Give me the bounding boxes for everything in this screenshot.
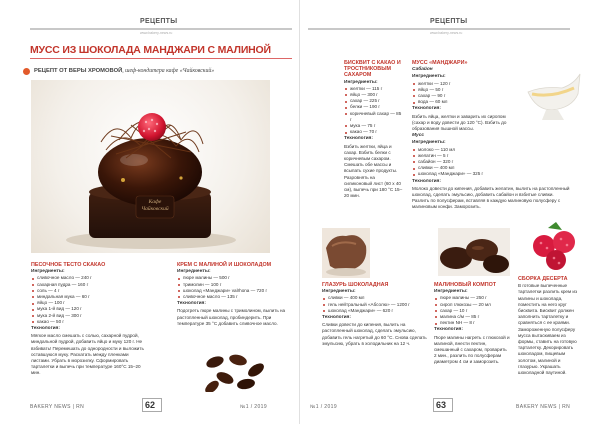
biscuit-tech-label: Технология: [344, 136, 373, 142]
sabayon-tech-label: Технология: [412, 106, 441, 112]
title-rule [30, 58, 292, 59]
biscuit-heading: БИСКВИТ С КАКАО И ТРОСТНИКОВЫМ САХАРОМ [344, 60, 401, 79]
list-item: вода — 60 мл [412, 99, 492, 105]
sauce-boat-image [522, 64, 582, 124]
shortbread-heading: ПЕСОЧНОЕ ТЕСТО СКАКАО [31, 262, 106, 268]
assembly-heading: СБОРКА ДЕСЕРТА [518, 276, 568, 282]
chocolate-discs-icon [438, 228, 510, 276]
list-item: мука 2-й вид — 300 г [31, 313, 149, 319]
cream-tech-label: Технология: [177, 301, 206, 307]
list-item: пектин NH — 8 г [434, 320, 510, 326]
raspberries-image [526, 220, 586, 272]
list-item: сахар — 90 г [412, 93, 492, 99]
footer-issue: №1 / 2019 [310, 404, 338, 410]
list-item: коричневый сахар — 85 г [344, 111, 404, 123]
list-item: тримолин — 100 г [177, 282, 292, 288]
list-item: сахар — 225 г [344, 98, 404, 104]
subtitle-author: РЕЦЕПТ ОТ ВЕРЫ ХРОМОВОЙ [34, 68, 123, 74]
compote-heading: МАЛИНОВЫЙ КОМПОТ [434, 282, 497, 288]
glaze-ingredients-label: Ингредиенты: [322, 289, 356, 295]
subtitle-role: , шеф-кондитера кафе «Чайковский» [122, 68, 215, 74]
dessert-photo [31, 80, 270, 253]
mousse-photo [322, 228, 370, 278]
sabayon-ingredients-list [412, 81, 492, 106]
glaze-section [322, 282, 427, 347]
list-item: сабайон — 320 г [412, 159, 570, 165]
header-rule [308, 28, 570, 30]
list-item: яйцо — 50 г [412, 87, 492, 93]
footer-magazine: BAKERY NEWS | RN [516, 404, 571, 410]
glaze-ingredients-list [322, 295, 427, 314]
sabayon-label: Сабайон [412, 67, 433, 73]
list-item: сливки — 400 мл [412, 165, 570, 171]
page-title: МУСС ИЗ ШОКОЛАДА МАНДЖАРИ С МАЛИНОЙ [30, 44, 271, 56]
list-item: малина с/м — 85 г [434, 314, 510, 320]
mousse-tech-label: Технология: [412, 178, 441, 184]
list-item: шоколад «Манджари» — 325 г [412, 171, 570, 177]
shortbread-ingredients-label: Ингредиенты: [31, 269, 65, 275]
biscuit-ingredients-label: Ингредиенты: [344, 79, 378, 85]
list-item: шоколад «Манджари» valrhona — 720 г [177, 288, 292, 294]
compote-ingredients-label: Ингредиенты: [434, 289, 468, 295]
mousse-sub-label: Мусс [412, 133, 425, 139]
cocoa-beans-image [200, 350, 270, 392]
raspberry-icon [526, 220, 586, 272]
list-item: какао — 70 г [344, 129, 404, 135]
section-label: РЕЦЕПТЫ [140, 18, 178, 25]
list-item: шоколад «Манджари» — 620 г [322, 308, 427, 314]
list-item: яйцо — 100 г [31, 300, 149, 306]
list-item: сахар — 10 г [434, 308, 510, 314]
list-item: мука 1-й вид — 120 г [31, 306, 149, 312]
cream-tech-text: Подогреть пюре малины с тримолином, вылить на растопленный шоколад, пробиндерить. При температуре 35 °С добавить сливочное масло. [177, 308, 286, 326]
list-item: сливки — 400 мл [322, 295, 427, 301]
shortbread-tech-text: Мягкое масло смешать с солью, сахарной пудрой, миндальной пудрой, добавить яйцо и муку 120 г. Не взбивать! Перемешать до однородности и выложить оставшуюся муку. Раскатать между пленками листами. Убрать в морозилку. Сформировать тарталетки и выпечь при температуре 160°C 15–20 мин. [31, 333, 144, 376]
cream-ingredients-label: Ингредиенты: [177, 269, 211, 275]
mousse-heading: МУСС «МАНДЖАРИ» [412, 60, 468, 66]
list-item: пюре малины — 250 г [434, 295, 510, 301]
compote-section [434, 282, 510, 366]
mousse-ingredients-list [412, 147, 570, 178]
compote-tech-label: Технология: [434, 327, 463, 333]
list-item: сливочное масло — 240 г [31, 275, 149, 281]
shortbread-tech-label: Технология: [31, 326, 60, 332]
list-item: яйцо — 300 г [344, 92, 404, 98]
list-item: желтки — 115 г [344, 86, 404, 92]
glaze-tech-text: Сливки довести до кипения, вылить на растопленный шоколад, сделать эмульсию, добавить гель нагретый до 60 °С. Снова сделать эмульсию, убрать в холодильник на 12 ч. [322, 322, 427, 346]
sabayon-ingredients-label: Ингредиенты: [412, 74, 446, 80]
footer-magazine: BAKERY NEWS | RN [30, 404, 85, 410]
list-item: миндальная мука — 60 г [31, 294, 149, 300]
list-item: желтки — 120 г [412, 81, 492, 87]
shortbread-ingredients-list [31, 275, 149, 325]
list-item: пюре малины — 500 г [177, 275, 292, 281]
footer-issue: №1 / 2019 [240, 404, 268, 410]
site-url: www.bakery-news.ru [140, 31, 173, 35]
glaze-heading: ГЛАЗУРЬ ШОКОЛАДНАЯ [322, 282, 389, 288]
list-item: соль — 4 г [31, 288, 149, 294]
glaze-tech-label: Технология: [322, 315, 351, 321]
biscuit-section [344, 60, 404, 199]
list-item: сироп глюкозы — 20 мл [434, 302, 510, 308]
mousse-photo-icon [322, 228, 370, 278]
cocoa-beans-icon [200, 350, 270, 392]
list-item: гель нейтральный «Абсолю» — 1200 г [322, 302, 427, 308]
cafe-plaque-text: Кафе Чайковский [141, 199, 169, 212]
compote-ingredients-list [434, 295, 510, 326]
compote-tech-text: Пюре малины нагреть с глюкозой и малиной, внести пектин, смешанный с сахаром, проварить 2 мин., разлить по полусферам диаметром 4 см и заморозить. [434, 334, 510, 365]
subtitle-bullet-icon [23, 68, 30, 75]
chocolate-discs-photo [438, 228, 510, 276]
biscuit-tech-text: Взбить желтки, яйца и сахар. Взбить белки с коричневым сахаром. Смешать обе массы и всыпать сухие продукты. Разровнять на силиконовый лист (60 х 40 см), выпечь при 180 °С 15–20 мин. [344, 143, 403, 199]
mousse-ingredients-label: Ингредиенты: [412, 140, 446, 146]
shortbread-section [31, 262, 149, 377]
page-number: 62 [145, 400, 156, 410]
cream-ingredients-list [177, 275, 292, 300]
list-item: молоко — 110 мл [412, 147, 570, 153]
right-page [300, 0, 600, 424]
section-label: РЕЦЕПТЫ [430, 18, 468, 25]
site-url: www.bakery-news.ru [430, 31, 463, 35]
list-item: сливочное масло — 135 г [177, 294, 292, 300]
dessert-illustration-icon [31, 80, 270, 253]
assembly-section [518, 276, 580, 376]
page-number: 63 [436, 400, 447, 410]
list-item: мука — 75 г [344, 123, 404, 129]
mousse-tech-text: Молоко довести до кипения, добавить желатин, вылить на растопленный шоколад, сделать эмульсию, добавить сабайон и взбитые сливки. Разлить по полусферам, вставляя в каждую малиновую полусферу с малиновым конфи. Заморозить. [412, 185, 570, 210]
list-item: сахарная пудра — 160 г [31, 282, 149, 288]
assembly-text: В готовые выпеченные тарталетки разлить крем из малины и шоколада, поместить на него круг бисквита. Бисквит должен заполнить тарталетку и сравняться с ее краями. Замороженную полусферу мусса вытаскиваем из формы, ставить на готовую тарталетку. Декорировать шоколадом, пищевым золотом, малиной и глазурью. Украшать шоколадной паутиной. [518, 283, 578, 376]
list-item: желатин — 5 г [412, 153, 570, 159]
sabayon-tech-text: Взбить яйца, желтки и заварить их сиропом (сахар и воду довести до 120 °С). Взбить до образования пышной массы. [412, 113, 507, 132]
header-rule [30, 28, 292, 30]
biscuit-ingredients-list [344, 86, 404, 136]
cream-section [177, 262, 292, 327]
sauce-boat-icon [522, 64, 582, 124]
list-item: белки — 190 г [344, 104, 404, 110]
list-item: какао — 50 г [31, 319, 149, 325]
cream-heading: КРЕМ С МАЛИНОЙ И ШОКОЛАДОМ [177, 262, 272, 268]
subtitle [34, 68, 296, 74]
